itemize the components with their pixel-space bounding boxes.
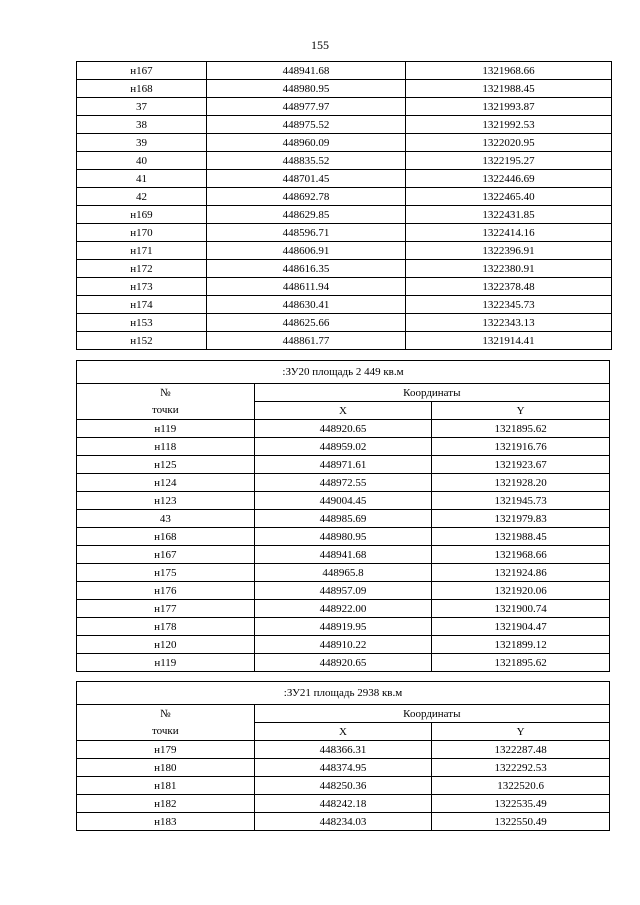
point-id-cell: 40: [77, 152, 207, 170]
y-header: Y: [432, 723, 610, 741]
x-coordinate-cell: 448980.95: [207, 80, 406, 98]
table-row: [77, 188, 612, 206]
x-coordinate-cell: 448965.8: [254, 564, 432, 582]
table-row: [77, 314, 612, 332]
y-coordinate-cell: 1322292.53: [432, 759, 610, 777]
table-row: [77, 546, 610, 564]
x-coordinate-cell: 448975.52: [207, 116, 406, 134]
coordinates-table-zu20: [76, 360, 610, 672]
x-coordinate-cell: 448606.91: [207, 242, 406, 260]
y-coordinate-cell: 1321899.12: [432, 636, 610, 654]
y-coordinate-cell: 1322380.91: [406, 260, 612, 278]
y-coordinate-cell: 1322020.95: [406, 134, 612, 152]
y-coordinate-cell: 1321920.06: [432, 582, 610, 600]
y-coordinate-cell: 1321900.74: [432, 600, 610, 618]
x-header: X: [254, 723, 432, 741]
x-coordinate-cell: 448960.09: [207, 134, 406, 152]
table-row: [77, 492, 610, 510]
point-id-cell: 37: [77, 98, 207, 116]
table-row: [77, 759, 610, 777]
x-coordinate-cell: 448941.68: [254, 546, 432, 564]
x-coordinate-cell: 448835.52: [207, 152, 406, 170]
point-id-cell: н179: [77, 741, 255, 759]
y-coordinate-cell: 1321979.83: [432, 510, 610, 528]
table-row: [77, 777, 610, 795]
y-coordinate-cell: 1321895.62: [432, 654, 610, 672]
x-coordinate-cell: 448374.95: [254, 759, 432, 777]
coordinates-header: Координаты: [254, 705, 609, 723]
y-coordinate-cell: 1322378.48: [406, 278, 612, 296]
point-id-cell: н123: [77, 492, 255, 510]
point-id-cell: н177: [77, 600, 255, 618]
x-coordinate-cell: 448629.85: [207, 206, 406, 224]
point-id-cell: н119: [77, 420, 255, 438]
table-row: [77, 564, 610, 582]
table-row: [77, 510, 610, 528]
x-coordinate-cell: 448625.66: [207, 314, 406, 332]
table-row: [77, 152, 612, 170]
x-coordinate-cell: 448234.03: [254, 813, 432, 831]
point-id-cell: н181: [77, 777, 255, 795]
y-coordinate-cell: 1322396.91: [406, 242, 612, 260]
y-coordinate-cell: 1322446.69: [406, 170, 612, 188]
y-coordinate-cell: 1322345.73: [406, 296, 612, 314]
x-coordinate-cell: 448616.35: [207, 260, 406, 278]
y-coordinate-cell: 1321988.45: [432, 528, 610, 546]
point-id-cell: н176: [77, 582, 255, 600]
y-coordinate-cell: 1321968.66: [432, 546, 610, 564]
x-coordinate-cell: 448611.94: [207, 278, 406, 296]
y-coordinate-cell: 1321904.47: [432, 618, 610, 636]
y-coordinate-cell: 1321968.66: [406, 62, 612, 80]
y-coordinate-cell: 1322195.27: [406, 152, 612, 170]
table-row: [77, 116, 612, 134]
x-coordinate-cell: 448980.95: [254, 528, 432, 546]
y-coordinate-cell: 1321924.86: [432, 564, 610, 582]
table-row: [77, 206, 612, 224]
y-coordinate-cell: 1321916.76: [432, 438, 610, 456]
x-coordinate-cell: 448701.45: [207, 170, 406, 188]
table-title: :ЗУ20 площадь 2 449 кв.м: [77, 361, 610, 384]
x-coordinate-cell: 448596.71: [207, 224, 406, 242]
x-coordinate-cell: 449004.45: [254, 492, 432, 510]
point-id-cell: н172: [77, 260, 207, 278]
point-id-cell: н180: [77, 759, 255, 777]
x-coordinate-cell: 448977.97: [207, 98, 406, 116]
y-coordinate-cell: 1321928.20: [432, 474, 610, 492]
x-coordinate-cell: 448861.77: [207, 332, 406, 350]
table-body: [77, 741, 610, 831]
y-coordinate-cell: 1321895.62: [432, 420, 610, 438]
x-coordinate-cell: 448941.68: [207, 62, 406, 80]
point-id-cell: 41: [77, 170, 207, 188]
table-row: [77, 296, 612, 314]
x-coordinate-cell: 448250.36: [254, 777, 432, 795]
y-coordinate-cell: 1322431.85: [406, 206, 612, 224]
y-coordinate-cell: 1321992.53: [406, 116, 612, 134]
y-coordinate-cell: 1322535.49: [432, 795, 610, 813]
y-coordinate-cell: 1322287.48: [432, 741, 610, 759]
x-coordinate-cell: 448922.00: [254, 600, 432, 618]
point-number-header: №: [77, 384, 255, 402]
table-row: [77, 278, 612, 296]
point-id-cell: 38: [77, 116, 207, 134]
point-id-cell: н169: [77, 206, 207, 224]
table-row: [77, 618, 610, 636]
point-id-cell: н118: [77, 438, 255, 456]
y-coordinate-cell: 1321914.41: [406, 332, 612, 350]
y-header: Y: [432, 402, 610, 420]
y-coordinate-cell: 1322343.13: [406, 314, 612, 332]
table-row: [77, 80, 612, 98]
point-id-cell: 39: [77, 134, 207, 152]
point-id-cell: н182: [77, 795, 255, 813]
y-coordinate-cell: 1322414.16: [406, 224, 612, 242]
table-row: [77, 456, 610, 474]
x-coordinate-cell: 448920.65: [254, 654, 432, 672]
point-id-cell: н174: [77, 296, 207, 314]
table-row: [77, 813, 610, 831]
table-row: [77, 582, 610, 600]
point-id-cell: 42: [77, 188, 207, 206]
x-coordinate-cell: 448242.18: [254, 795, 432, 813]
point-id-cell: н152: [77, 332, 207, 350]
table-row: [77, 332, 612, 350]
point-number-header: №: [77, 705, 255, 723]
coordinates-table-continued: [76, 61, 612, 350]
table-body: [77, 420, 610, 672]
coordinates-table-zu21: [76, 681, 610, 831]
table-row: [77, 242, 612, 260]
y-coordinate-cell: 1322465.40: [406, 188, 612, 206]
table-row: [77, 741, 610, 759]
table-body: [77, 62, 612, 350]
point-id-cell: н125: [77, 456, 255, 474]
y-coordinate-cell: 1321945.73: [432, 492, 610, 510]
point-id-cell: н170: [77, 224, 207, 242]
table-row: [77, 260, 612, 278]
x-coordinate-cell: 448919.95: [254, 618, 432, 636]
point-id-cell: н183: [77, 813, 255, 831]
point-id-cell: н153: [77, 314, 207, 332]
table-row: [77, 62, 612, 80]
y-coordinate-cell: 1321923.67: [432, 456, 610, 474]
x-coordinate-cell: 448985.69: [254, 510, 432, 528]
x-coordinate-cell: 448972.55: [254, 474, 432, 492]
table-row: [77, 134, 612, 152]
point-label-header: точки: [77, 402, 255, 420]
table-title: :ЗУ21 площадь 2938 кв.м: [77, 682, 610, 705]
x-coordinate-cell: 448959.02: [254, 438, 432, 456]
point-id-cell: н175: [77, 564, 255, 582]
x-header: X: [254, 402, 432, 420]
point-id-cell: н167: [77, 62, 207, 80]
y-coordinate-cell: 1321993.87: [406, 98, 612, 116]
point-id-cell: н120: [77, 636, 255, 654]
point-id-cell: н173: [77, 278, 207, 296]
table-row: [77, 654, 610, 672]
table-row: [77, 795, 610, 813]
point-id-cell: н171: [77, 242, 207, 260]
table-row: [77, 474, 610, 492]
point-id-cell: н119: [77, 654, 255, 672]
page-number: 155: [311, 38, 329, 52]
table-row: [77, 528, 610, 546]
point-id-cell: 43: [77, 510, 255, 528]
point-id-cell: н178: [77, 618, 255, 636]
point-label-header: точки: [77, 723, 255, 741]
table-row: [77, 420, 610, 438]
y-coordinate-cell: 1322520.6: [432, 777, 610, 795]
x-coordinate-cell: 448920.65: [254, 420, 432, 438]
y-coordinate-cell: 1321988.45: [406, 80, 612, 98]
table-row: [77, 224, 612, 242]
x-coordinate-cell: 448957.09: [254, 582, 432, 600]
x-coordinate-cell: 448910.22: [254, 636, 432, 654]
point-id-cell: н124: [77, 474, 255, 492]
table-row: [77, 170, 612, 188]
x-coordinate-cell: 448366.31: [254, 741, 432, 759]
x-coordinate-cell: 448692.78: [207, 188, 406, 206]
point-id-cell: н168: [77, 80, 207, 98]
y-coordinate-cell: 1322550.49: [432, 813, 610, 831]
x-coordinate-cell: 448630.41: [207, 296, 406, 314]
coordinates-header: Координаты: [254, 384, 609, 402]
table-row: [77, 98, 612, 116]
table-row: [77, 438, 610, 456]
point-id-cell: н167: [77, 546, 255, 564]
table-row: [77, 600, 610, 618]
table-row: [77, 636, 610, 654]
point-id-cell: н168: [77, 528, 255, 546]
x-coordinate-cell: 448971.61: [254, 456, 432, 474]
